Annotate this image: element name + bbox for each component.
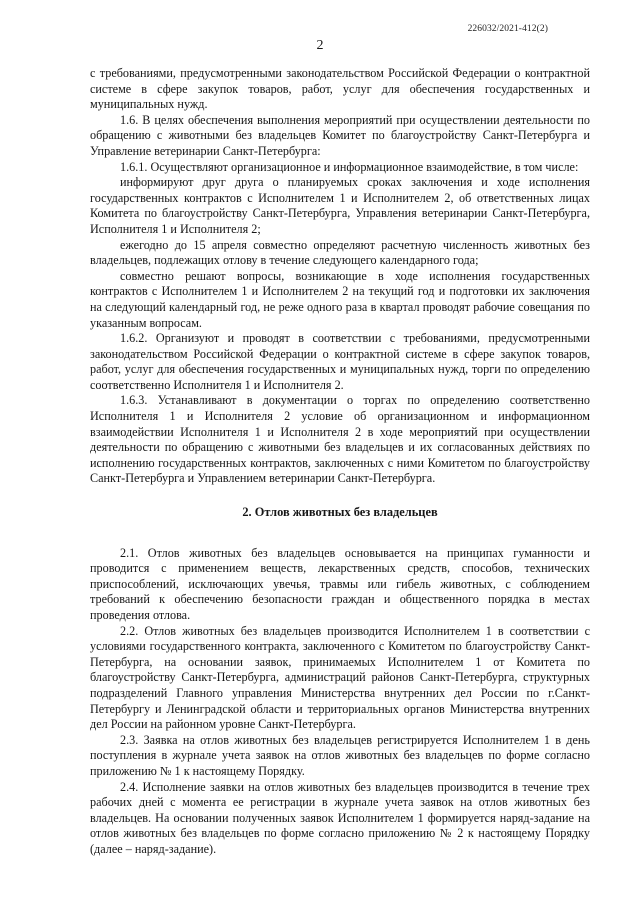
- paragraph-continuation: с требованиями, предусмотренными законодательством Российской Федерации о контрактной системе в сфере закупок товаров, работ, услуг для обеспечения государственных и муниципальных нужд.: [90, 66, 590, 112]
- paragraph-1-6-3: 1.6.3. Устанавливают в документации о торгах по определению соответственно Исполнителя 1 и Исполнителя 2 условие об организационном и информационном взаимодействии Исполнителя 1 и Исполнителя 2 в ходе мероприятий при осуществлении деятельности по обращению с животными без владельцев и их согласованных действиях по исполнению государственных контрактов, заключенных с ними Комитетом по благоустройству Санкт-Петербурга и Управлением ветеринарии Санкт-Петербурга.: [90, 393, 590, 486]
- document-body: [90, 66, 590, 858]
- paragraph-1-6-2: 1.6.2. Организуют и проводят в соответствии с требованиями, предусмотренными законодательством Российской Федерации о контрактной системе в сфере закупок товаров, работ, услуг для обеспечения государственных и муниципальных нужд, торги по определению соответственно Исполнителя 1 и Исполнителя 2.: [90, 331, 590, 392]
- page-number: 2: [316, 38, 324, 53]
- paragraph-annually: ежегодно до 15 апреля совместно определяют расчетную численность животных без владельцев, подлежащих отлову в течение следующего календарного года;: [90, 237, 590, 268]
- paragraph-2-3: 2.3. Заявка на отлов животных без владельцев регистрируется Исполнителем 1 в день поступления в журнале учета заявок на отлов животных без владельцев по форме согласно приложению № 1 к настоящему Порядку.: [90, 732, 590, 778]
- paragraph-1-6-1: 1.6.1. Осуществляют организационное и информационное взаимодействие, в том числе:: [120, 159, 579, 174]
- paragraph-2-2: 2.2. Отлов животных без владельцев производится Исполнителем 1 в соответствии с условиями государственного контракта, заключенного с Комитетом по благоустройству Санкт-Петербурга, на основании заявок, принимаемых Исполнителем 1 от Комитета по благоустройству Санкт-Петербурга, администраций районов Санкт-Петербурга, структурных подразделений Главного управления Министерства внутренних дел России по г.Санкт-Петербургу и Ленинградской области и территориальных органов Министерства внутренних дел России на районном уровне Санкт-Петербурга.: [90, 623, 590, 732]
- section-2-body: [90, 546, 590, 858]
- paragraph-2-4: 2.4. Исполнение заявки на отлов животных без владельцев производится в течение трех рабочих дней с момента ее регистрации в журнале учета заявок на отлов животных без владельцев. На основании полученных заявок Исполнителем 1 формируется наряд-задание на отлов животных без владельцев по форме согласно приложению № 2 к настоящему Порядку (далее – наряд-задание).: [90, 779, 590, 856]
- paragraph-2-1: 2.1. Отлов животных без владельцев основывается на принципах гуманности и проводится с применением веществ, лекарственных средств, способов, технических приспособлений, исключающих увечья, травмы или гибель животных, с соблюдением требований к обеспечению безопасности граждан и общественного порядка в местах проведения отлова.: [90, 545, 590, 622]
- paragraph-jointly: совместно решают вопросы, возникающие в ходе исполнения государственных контрактов с Исполнителем 1 и Исполнителем 2 на текущий год и подготовки их заключения на следующий календарный год, не реже одного раза в квартал проводят рабочие совещания по указанным вопросам.: [90, 268, 590, 330]
- section-2-heading: 2. Отлов животных без владельцев: [242, 505, 438, 520]
- paragraph-inform: информируют друг друга о планируемых сроках заключения и ходе исполнения государственных контрактов с Исполнителем 1 и Исполнителем 2, об ответственных лицах Комитета по благоустройству Санкт-Петербурга, Управления ветеринарии Санкт-Петербурга, Исполнителя 1 и Исполнителя 2;: [90, 175, 590, 236]
- document-id: 226032/2021-412(2): [467, 24, 548, 34]
- paragraph-1-6: 1.6. В целях обеспечения выполнения мероприятий при осуществлении деятельности по обращению с животными без владельцев Комитет по благоустройству Санкт-Петербурга и Управление ветеринарии Санкт-Петербурга:: [90, 112, 590, 158]
